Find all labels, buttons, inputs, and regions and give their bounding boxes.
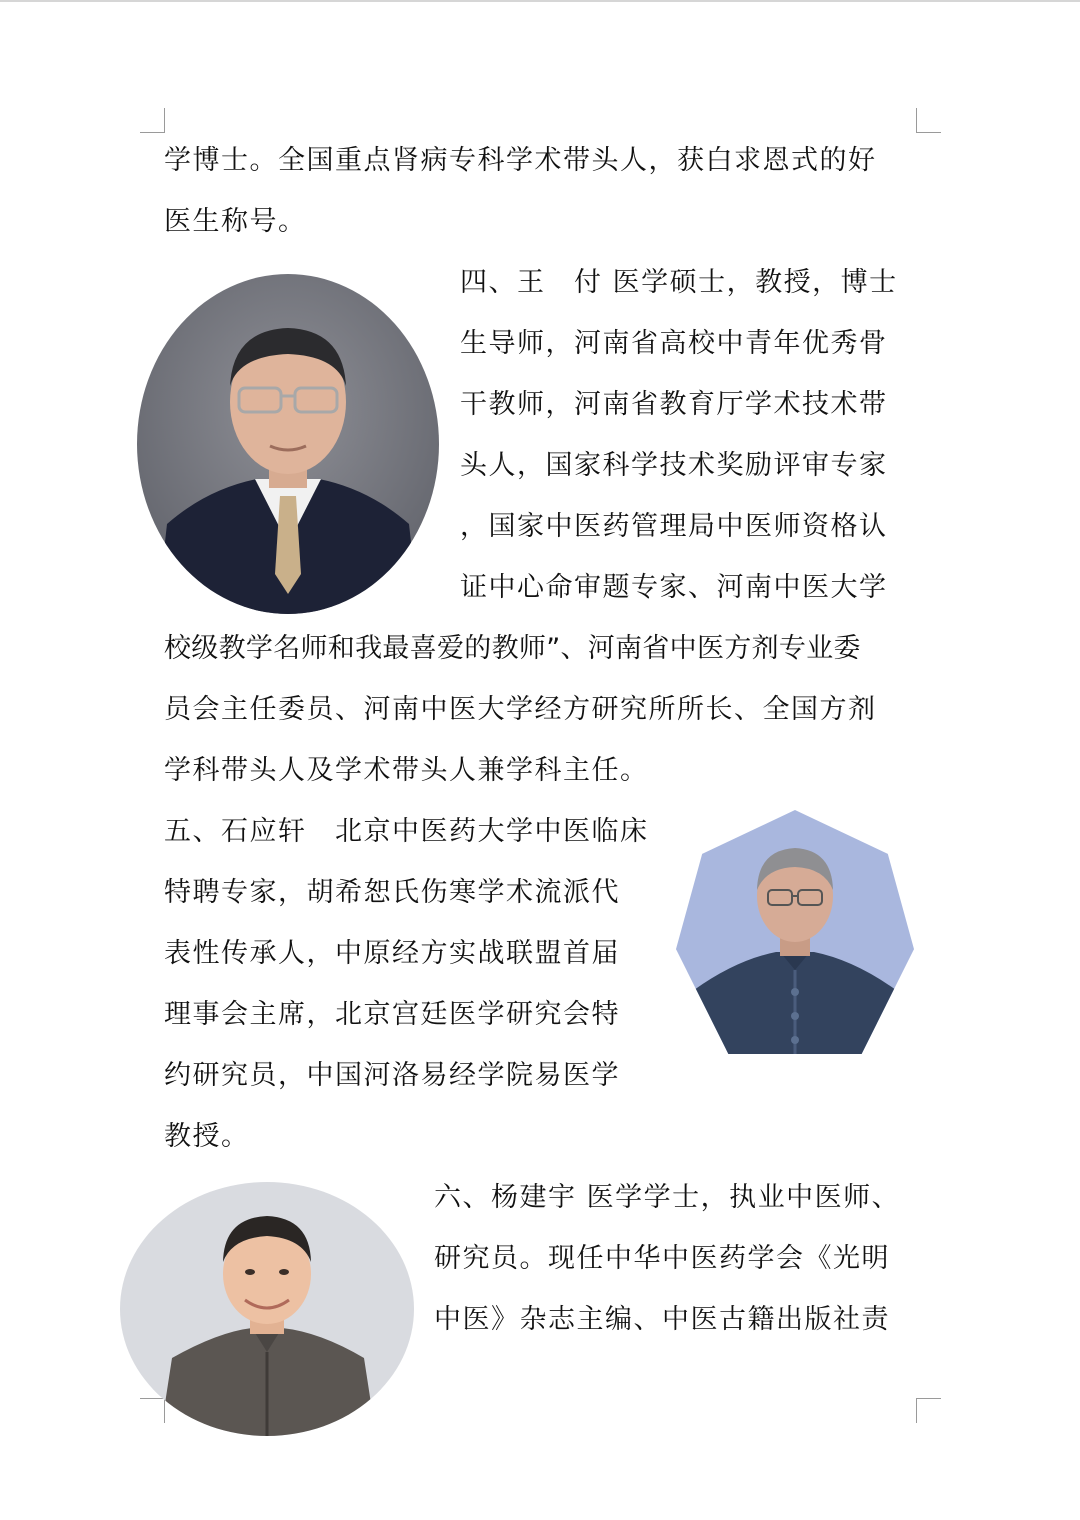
portrait-wang-fu [137,274,439,614]
text-line-3: 四、王 付 医学硕士，教授，博士 [460,267,898,298]
text-line-16: 约研究员，中国河洛易经学院易医学 [164,1060,620,1091]
text-line-10: 员会主任委员、河南中医大学经方研究所所长、全国方剂 [164,694,877,725]
top-border [0,0,1080,2]
text-line-12: 五、石应轩 北京中医药大学中医临床 [164,816,649,847]
text-line-4: 生导师，河南省高校中青年优秀骨 [460,328,888,359]
text-line-2: 医生称号。 [164,206,307,237]
text-line-18: 六、杨建宇 医学学士，执业中医师、 [434,1182,901,1213]
text-line-17: 教授。 [164,1121,250,1152]
text-line-11: 学科带头人及学术带头人兼学科主任。 [164,755,649,786]
margin-mark-top-left [140,108,165,133]
portrait-shi-yingxuan [676,810,914,1054]
text-line-13: 特聘专家，胡希恕氏伤寒学术流派代 [164,877,620,908]
margin-mark-bottom-left [140,1398,165,1423]
text-line-15: 理事会主席，北京宫廷医学研究会特 [164,999,620,1030]
portrait-yang-jianyu [120,1182,414,1436]
margin-mark-bottom-right [916,1398,941,1423]
text-line-6: 头人，国家科学技术奖励评审专家 [460,450,888,481]
text-line-1: 学博士。全国重点肾病专科学术带头人，获白求恩式的好 [164,145,877,176]
text-line-20: 中医》杂志主编、中医古籍出版社责 [434,1304,890,1335]
text-line-14: 表性传承人，中原经方实战联盟首届 [164,938,620,969]
text-line-9: 校级教学名师和我最喜爱的教师”、河南省中医方剂专业委 [164,633,861,664]
margin-mark-top-right [916,108,941,133]
text-line-19: 研究员。现任中华中医药学会《光明 [434,1243,890,1274]
text-line-8: 证中心命审题专家、河南中医大学 [460,572,888,603]
text-line-7: ，国家中医药管理局中医师资格认 [460,511,888,542]
text-line-5: 干教师，河南省教育厅学术技术带 [460,389,888,420]
